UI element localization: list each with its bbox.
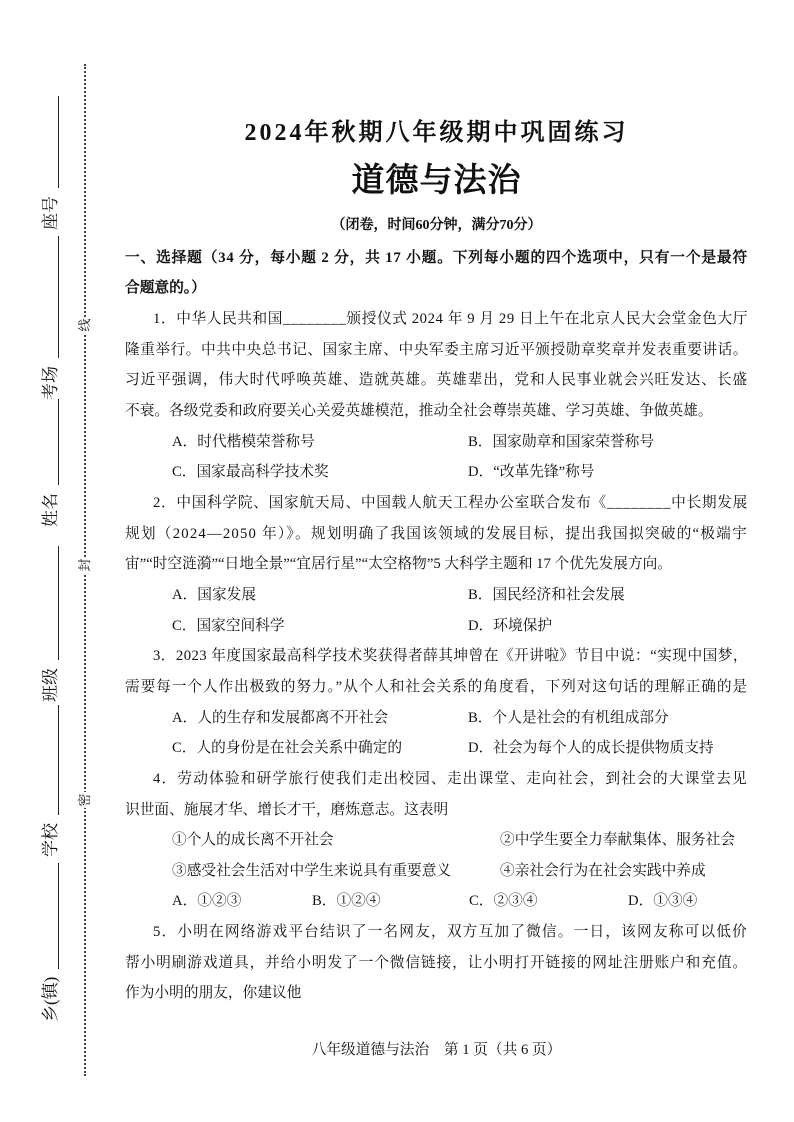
options-row <box>125 611 748 642</box>
student-info-strip <box>34 90 62 1030</box>
section-heading-line: 一、选择题（34 分，每小题 2 分，共 17 小题。下列每小题的四个选项中，只有一个是最符 <box>125 249 748 266</box>
question-3 <box>125 641 748 764</box>
class-label: 班级 <box>41 668 60 702</box>
name-field <box>34 399 62 527</box>
seat-number-field <box>34 96 62 230</box>
statements-row <box>125 856 748 887</box>
name-label: 姓名 <box>41 493 60 527</box>
option-a: A．①②③ <box>172 893 242 910</box>
question-text-line: 1．中华人民共和国________颁授仪式 2024 年 9 月 29 日上午在北京人民大会堂金色大厅 <box>153 311 748 327</box>
statement-4: ④亲社会行为在社会实践中养成 <box>500 862 706 879</box>
question-text-line: 隆重举行。中共中央总书记、国家主席、中央军委主席习近平颁授勋章奖章并发表重要讲话。 <box>125 341 748 358</box>
option-b: B．个人是社会的有机组成部分 <box>468 709 669 726</box>
exam-info: （闭卷，时间60分钟，满分70分） <box>331 218 542 233</box>
name-blank <box>58 399 59 485</box>
statement-3: ③感受社会生活对中学生来说具有重要意义 <box>172 862 452 879</box>
options-row <box>125 886 748 917</box>
options-row <box>125 457 748 488</box>
question-text-line: 规划（2024—2050 年）》。规划明确了我国该领域的发展目标，提出我国拟突破的“极端宇 <box>125 525 748 542</box>
option-a: A．时代楷模荣誉称号 <box>172 433 315 450</box>
town-blank <box>58 863 59 969</box>
school-label: 学校 <box>41 823 60 857</box>
seal-mark-seal: 封 <box>77 558 92 572</box>
page-footer: 八年级道德与法治 第 1 页（共 6 页） <box>311 1042 562 1058</box>
statement-2: ②中学生要全力奉献集体、服务社会 <box>500 832 736 849</box>
statements-row <box>125 825 748 856</box>
question-text-line: 需要每一个人作出极致的努力。”从个人和社会关系的角度看，下列对这句话的理解正确的是 <box>125 678 748 695</box>
exam-room-field <box>34 236 62 400</box>
option-c: C．国家空间科学 <box>172 617 285 634</box>
section-heading-line: 合题意的。） <box>125 280 206 297</box>
question-text-line: 帮小明刷游戏道具，并给小明发了一个微信链接，让小明打开链接的网址注册账户和充值。 <box>125 954 748 971</box>
option-d: D．社会为每个人的成长提供物质支持 <box>468 740 714 757</box>
exam-room-label: 考场 <box>41 366 60 400</box>
question-text-line: 5．小明在网络游戏平台结识了一名网友，双方互加了微信。一日，该网友称可以低价 <box>153 924 748 941</box>
class-blank <box>58 546 59 660</box>
question-4 <box>125 764 748 917</box>
option-d: D．环境保护 <box>468 617 553 634</box>
option-b: B．国家勋章和国家荣誉称号 <box>468 433 655 450</box>
town-field <box>34 863 62 1022</box>
exam-body <box>125 243 748 1009</box>
option-c: C．人的身份是在社会关系中确定的 <box>172 740 403 757</box>
exam-room-blank <box>58 236 59 358</box>
option-c: C．国家最高科学技术奖 <box>172 464 329 481</box>
options-row <box>125 703 748 734</box>
options-row <box>125 580 748 611</box>
school-blank <box>58 705 59 815</box>
options-row <box>125 733 748 764</box>
statement-1: ①个人的成长离不开社会 <box>172 832 334 849</box>
class-field <box>34 546 62 702</box>
section-heading <box>125 243 748 304</box>
seat-number-blank <box>58 96 59 188</box>
question-text-line: 识世面、施展才华、增长才干，磨炼意志。这表明 <box>125 801 449 818</box>
question-5 <box>125 917 748 1009</box>
options-row <box>125 427 748 458</box>
option-d: D．①③④ <box>628 893 698 910</box>
option-c: C．②③④ <box>469 893 538 910</box>
question-text-line: 作为小明的朋友，你建议他 <box>125 985 302 1002</box>
question-text-line: 3．2023 年度国家最高科学技术奖获得者薛其坤曾在《开讲啦》节目中说：“实现中国梦， <box>153 648 748 665</box>
subject-title: 道德与法治 <box>351 163 522 199</box>
town-label: 乡(镇) <box>41 976 60 1022</box>
option-a: A．国家发展 <box>172 586 257 603</box>
school-field <box>34 705 62 857</box>
question-text-line: 宙”“时空涟漪”“日地全景”“宜居行星”“太空格物”5 大科学主题和 17 个优先发展方向。 <box>125 556 673 573</box>
option-b: B．国民经济和社会发展 <box>468 586 625 603</box>
question-text-line: 2．中国科学院、国家航天局、中国载人航天工程办公室联合发布《________中长期发展 <box>153 494 748 511</box>
question-2 <box>125 488 748 641</box>
option-b: B．①②④ <box>312 893 381 910</box>
exam-name: 2024年秋期八年级期中巩固练习 <box>244 120 629 146</box>
seal-mark-line: 线 <box>77 318 92 332</box>
question-text-line: 4．劳动体验和研学旅行使我们走出校园、走出课堂、走向社会，到社会的大课堂去见 <box>153 770 748 787</box>
question-1 <box>125 304 748 488</box>
question-text-line: 不衰。各级党委和政府要关心关爱英雄模范，推动全社会尊崇英雄、学习英雄、争做英雄。 <box>125 402 713 419</box>
seat-number-label: 座号 <box>41 196 60 230</box>
option-a: A．人的生存和发展都离不开社会 <box>172 709 389 726</box>
option-d: D．“改革先锋”称号 <box>468 464 595 481</box>
question-text-line: 习近平强调，伟大时代呼唤英雄、造就英雄。英雄辈出，党和人民事业就会兴旺发达、长盛 <box>125 372 748 389</box>
seal-mark-secret: 密 <box>77 793 92 807</box>
